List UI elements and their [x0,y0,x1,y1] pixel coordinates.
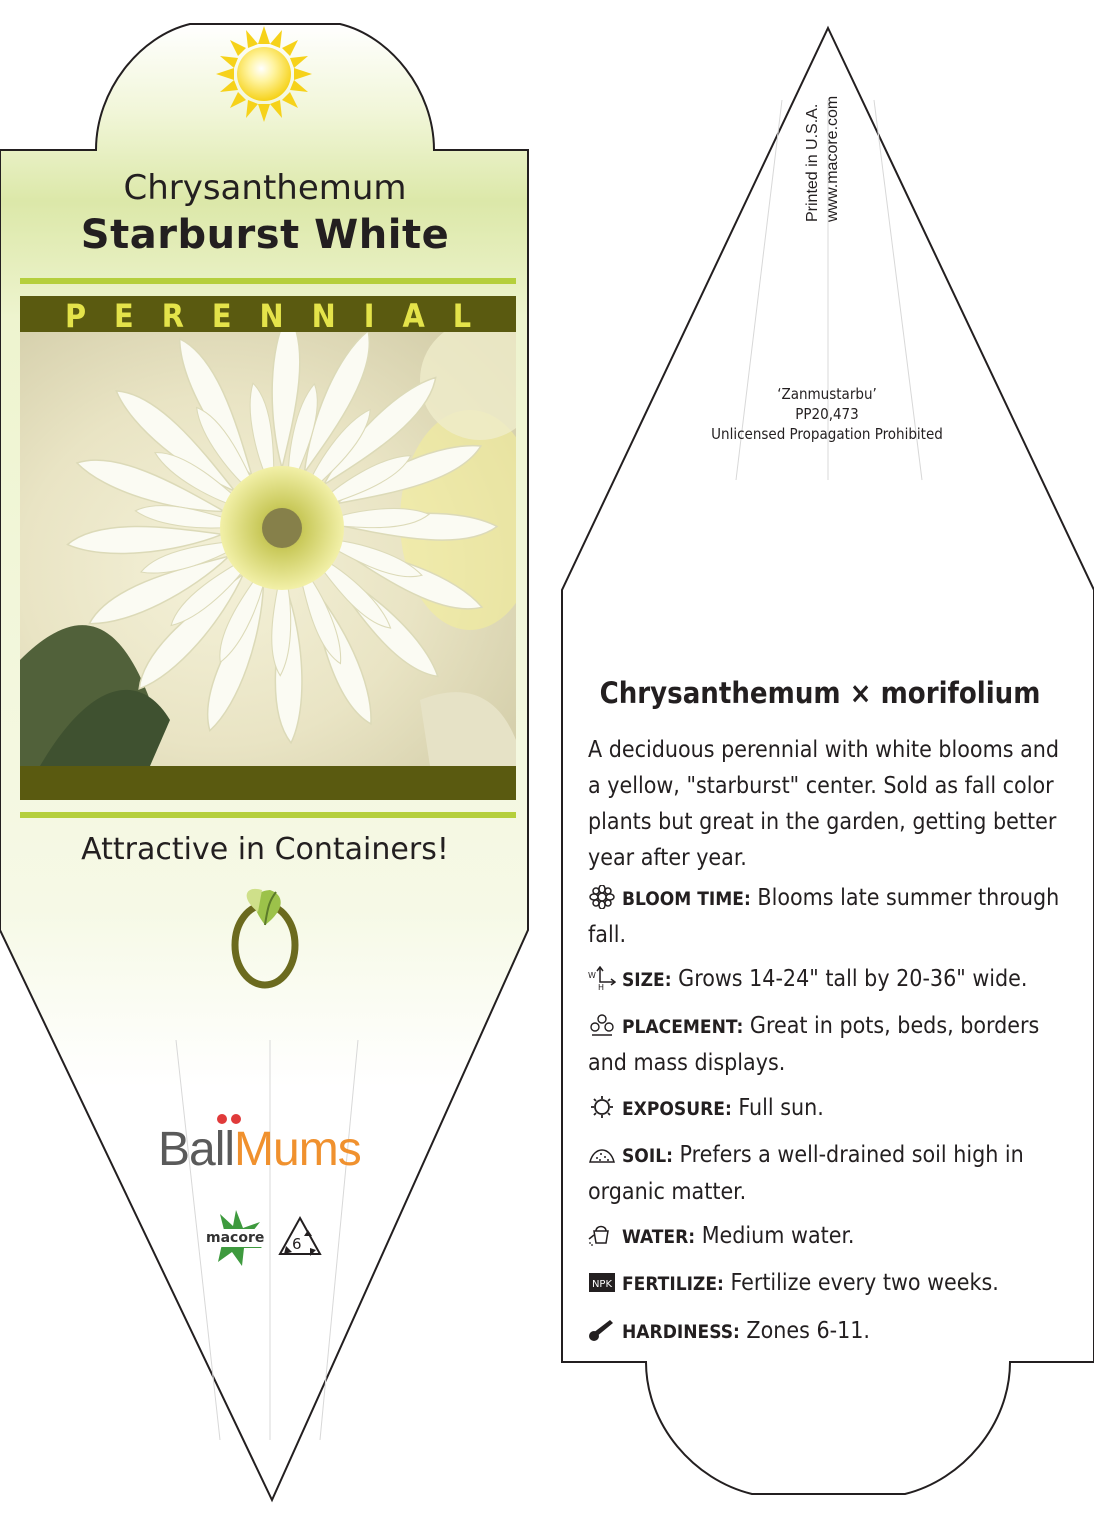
soil-text: Prefers a well-drained soil high in organic matter. [588,1142,1024,1205]
placement-icon [588,1013,616,1037]
thermometer-icon [588,1318,616,1342]
watering-can-icon [588,1223,616,1247]
bloom-time-text: Blooms late summer through fall. [588,885,1060,948]
water-text: Medium water. [701,1223,855,1249]
hardiness-text: Zones 6-11. [746,1318,870,1344]
printed-in: Printed in U.S.A. [804,103,821,222]
sun-icon [216,26,312,122]
description: A deciduous perennial with white blooms and a yellow, "starburst" center. Sold as fall color plants but great in the garden, getting better year after year. [588,737,1060,871]
printed-info [803,96,843,222]
fertilize-text: Fertilize every two weeks. [730,1270,999,1296]
front-title-variety: Starburst White [80,212,450,258]
care-exposure [588,1090,1068,1127]
lower-band [20,766,516,800]
exposure-text: Full sun. [738,1095,824,1121]
care-water [588,1218,1068,1255]
brand-logo [158,1122,361,1177]
care-size [588,961,1068,998]
patent-number: PP20,473 [795,405,859,423]
soil-label: SOIL: [622,1145,673,1167]
accent-line-top [20,278,516,284]
care-hardiness [588,1313,1068,1350]
placement-label: PLACEMENT: [622,1016,744,1038]
patent-info [660,384,994,444]
npk-icon [588,1270,616,1294]
front-title-genus: Chrysanthemum [123,168,407,208]
size-icon-h: H [598,983,605,990]
exposure-sun-icon [588,1095,616,1119]
size-icon-w: W [588,971,596,980]
npk-icon-text: NPK [591,1279,613,1290]
size-label: SIZE: [622,969,672,991]
exposure-label: EXPOSURE: [622,1098,732,1120]
placement-text: Great in pots, beds, borders and mass displays. [588,1013,1040,1076]
recycle-code: 6 [292,1235,302,1253]
species-name: Chrysanthemum × morifolium [599,676,1041,710]
care-placement [588,1008,1068,1081]
flower-photo [20,313,540,766]
brand-part-1: Ball [158,1123,235,1176]
fertilize-label: FERTILIZE: [622,1273,724,1295]
size-text: Grows 14-24" tall by 20-36" wide. [678,966,1028,992]
bloom-time-label: BLOOM TIME: [622,888,751,910]
hardiness-label: HARDINESS: [622,1321,740,1343]
cultivar-name: ‘Zanmustarbu’ [777,385,877,403]
flower-icon [588,885,616,909]
brand-part-2: Mums [234,1123,361,1176]
tagline: Attractive in Containers! [81,832,449,867]
care-bloom-time [588,880,1068,953]
category-label: PERENNIAL [64,297,500,335]
care-soil [588,1137,1068,1210]
care-fertilize [588,1265,1068,1302]
soil-icon [588,1142,616,1166]
water-label: WATER: [622,1226,696,1248]
accent-line-bottom [20,812,516,818]
macore-logo-text: macore [206,1230,265,1246]
propagation-notice: Unlicensed Propagation Prohibited [711,425,943,443]
size-icon [588,966,616,990]
website: www.macore.com [824,95,841,222]
